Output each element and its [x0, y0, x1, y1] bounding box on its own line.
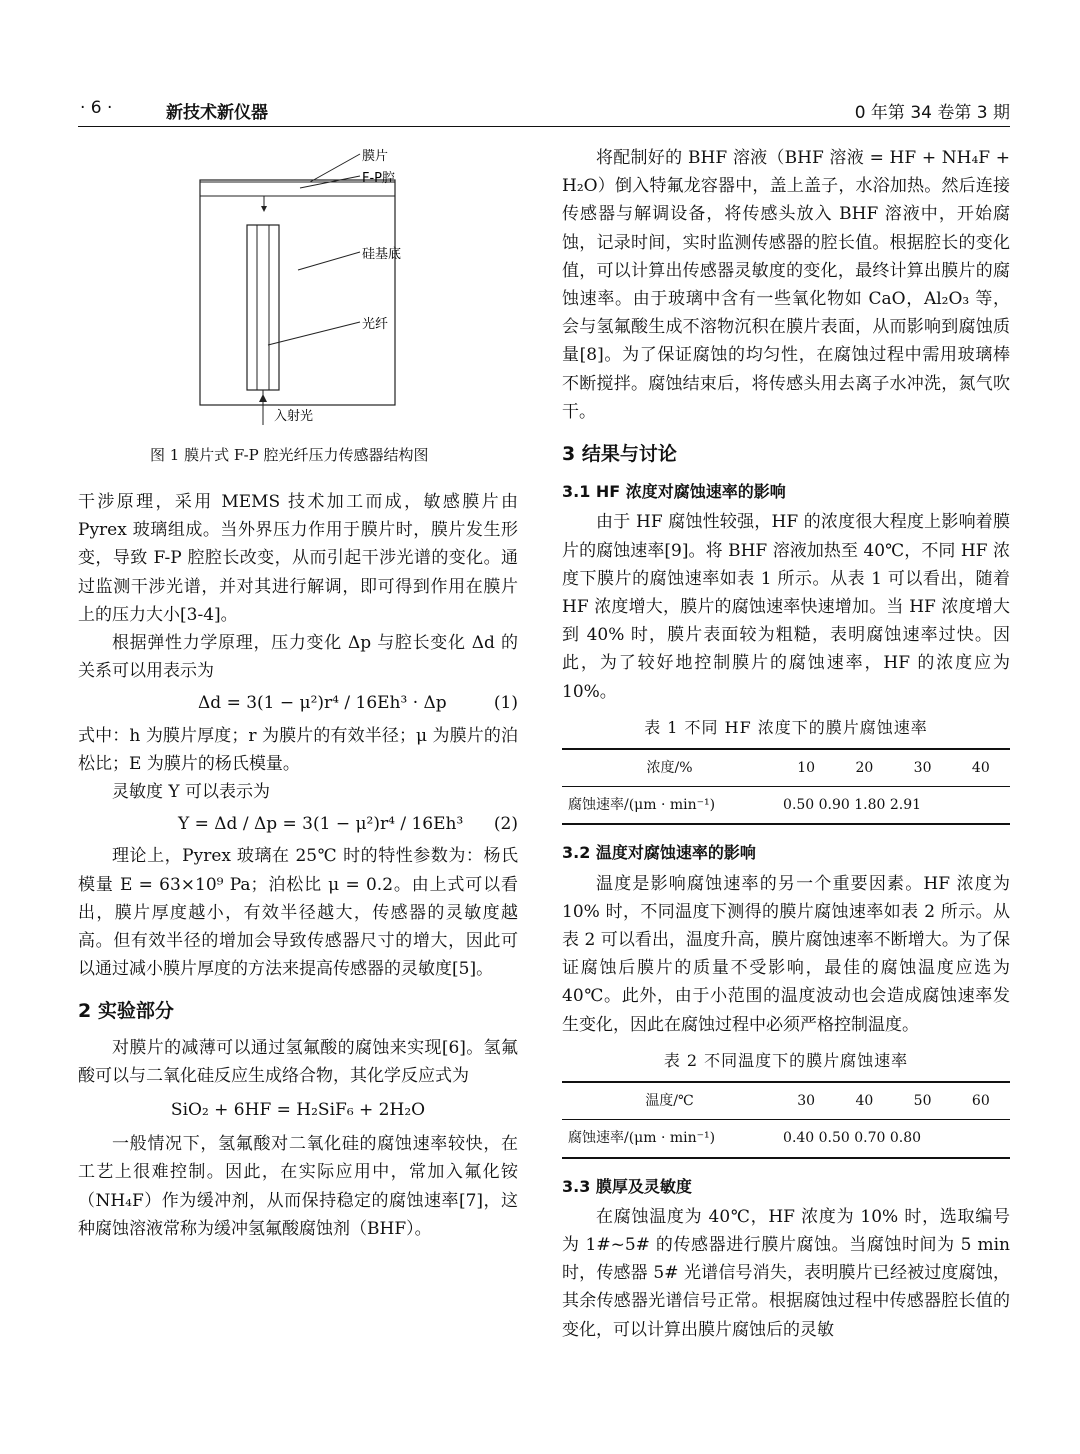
section-3-heading: 3 结果与讨论	[562, 443, 677, 466]
left-paragraph-6: 对膜片的减薄可以通过氢氟酸的腐蚀来实现[6]。氢氟酸可以与二氧化硅反应生成络合物，其化学反应式为	[78, 1037, 518, 1086]
table-cell: 50	[913, 1093, 932, 1110]
left-paragraph-5: 理论上，Pyrex 玻璃在 25℃ 时的特性参数为：杨氏模量 E = 63×10⁹ Pa；泊松比 μ = 0.2。由上式可以看出，膜片厚度越小，有效半径越大，传感器的灵敏度越高。但有效半径的增加会导致传感器尺寸的增大，因此可以通过减小膜片厚度的方法来提高传感器的灵敏度[5]。	[78, 846, 518, 980]
label-fiber: 光纤	[362, 317, 389, 332]
label-incident-light: 入射光	[274, 409, 314, 424]
table-2-caption: 表 2 不同温度下的膜片腐蚀速率	[663, 1050, 909, 1070]
table-1-caption: 表 1 不同 HF 浓度下的膜片腐蚀速率	[644, 717, 928, 737]
silicon-substrate-outline	[200, 180, 395, 405]
section-3-1-heading: 3.1 HF 浓度对腐蚀速率的影响	[562, 482, 786, 502]
table-row	[562, 1082, 1010, 1120]
table-cell: 腐蚀速率/(μm · min⁻¹)	[562, 787, 777, 825]
left-paragraph-3: 式中：h 为膜片厚度；r 为膜片的有效半径；μ 为膜片的泊松比；E 为膜片的杨氏模量。	[78, 725, 518, 774]
right-paragraph-4: 在腐蚀温度为 40℃，HF 浓度为 10% 时，选取编号为 1#~5# 的传感器进行膜片腐蚀。当腐蚀时间为 5 min 时，传感器 5# 光谱信号消失，表明膜片已经被过度腐蚀，其余传感器光谱信号正常。根据腐蚀过程中传感器腔长值的变化，可以计算出膜片腐蚀后的灵敏	[562, 1206, 1010, 1340]
figure-1-diagram	[190, 140, 450, 430]
issue-info: 0 年第 34 卷第 3 期	[854, 103, 1010, 123]
table-cell: 0.40 0.50 0.70 0.80	[777, 1120, 1010, 1158]
fiber-outline	[247, 225, 279, 390]
header-rule	[78, 126, 1010, 127]
equation-2	[78, 810, 518, 838]
left-paragraph-7: 一般情况下，氢氟酸对二氧化硅的腐蚀速率较快，在工艺上很难控制。因此，在实际应用中，常加入氟化铵（NH₄F）作为缓冲剂，从而保持稳定的腐蚀速率[7]，这种腐蚀溶液常称为缓冲氢氟酸腐蚀剂（BHF）。	[78, 1134, 518, 1239]
table-cell: 30	[797, 1093, 816, 1110]
left-paragraph-1: 干涉原理，采用 MEMS 技术加工而成，敏感膜片由 Pyrex 玻璃组成。当外界压力作用于膜片时，膜片发生形变，导致 F-P 腔腔长改变，从而引起干涉光谱的变化。通过监测干涉光谱，并对其进行解调，即可得到作用在膜片上的压力大小[3-4]。	[78, 492, 518, 625]
right-column	[562, 144, 1010, 1344]
table-cell: 10	[797, 760, 816, 777]
table-cell: 浓度/%	[646, 760, 693, 777]
section-2-heading: 2 实验部分	[78, 1000, 174, 1023]
table-cell: 20	[855, 760, 874, 777]
table-1	[562, 748, 1010, 825]
right-paragraph-3: 温度是影响腐蚀速率的另一个重要因素。HF 浓度为 10% 时，不同温度下测得的膜片腐蚀速率如表 2 所示。从表 2 可以看出，温度升高，膜片腐蚀速率不断增大。为了保证腐蚀后膜片的质量不受影响，最佳的腐蚀温度应选为 40℃。此外，由于小范围的温度波动也会造成腐蚀速率发生变化，因此在腐蚀过程中必须严格控制温度。	[562, 873, 1010, 1035]
label-silicon-substrate: 硅基底	[362, 247, 402, 262]
table-row	[562, 749, 1010, 787]
right-paragraph-2: 由于 HF 腐蚀性较强，HF 的浓度很大程度上影响着膜片的腐蚀速率[9]。将 BHF 溶液加热至 40℃，不同 HF 浓度下膜片的腐蚀速率如表 1 所示。从表 1 可以看出，随着 HF 浓度增大，膜片的腐蚀速率快速增加。当 HF 浓度增大到 40% 时，膜片表面较为粗糙，表明腐蚀速率过快。因此，为了较好地控制膜片的腐蚀速率，HF 的浓度应为 10%。	[562, 512, 1010, 702]
section-3-2-heading: 3.2 温度对腐蚀速率的影响	[562, 843, 756, 863]
table-cell: 40	[971, 760, 990, 777]
page-number: · 6 ·	[80, 98, 113, 118]
left-paragraph-4: 灵敏度 Y 可以表示为	[112, 782, 271, 803]
left-paragraph-2: 根据弹性力学原理，压力变化 Δp 与腔长变化 Δd 的关系可以用表示为	[78, 633, 518, 682]
label-diaphragm: 膜片	[362, 149, 389, 164]
equation-1-body: Δd = 3(1 − μ²)r⁴ / 16Eh³ · Δp	[198, 693, 447, 714]
left-column	[78, 488, 518, 1243]
equation-2-number: (2)	[493, 814, 518, 835]
right-paragraph-1: 将配制好的 BHF 溶液（BHF 溶液 = HF + NH₄F + H₂O）倒入特氟龙容器中，盖上盖子，水浴加热。然后连接传感器与解调设备，将传感头放入 BHF 溶液中，开始腐蚀，记录时间，实时监测传感器的腔长值。根据腔长的变化值，可以计算出传感器灵敏度的变化，最终计算出膜片的腐蚀速率。由于玻璃中含有一些氧化物如 CaO，Al₂O₃ 等，会与氢氟酸生成不溶物沉积在膜片表面，从而影响到腐蚀质量[8]。为了保证腐蚀的均匀性，在腐蚀过程中需用玻璃棒不断搅拌。腐蚀结束后，将传感头用去离子水冲洗，氮气吹干。	[562, 148, 1010, 422]
equation-2-body: Y = Δd / Δp = 3(1 − μ²)r⁴ / 16Eh³	[178, 814, 464, 835]
table-cell: 温度/℃	[645, 1093, 694, 1110]
equation-1-number: (1)	[493, 693, 518, 714]
table-row	[562, 1120, 1010, 1158]
label-fp-cavity: F-P腔	[362, 171, 396, 186]
figure-1-caption: 图 1 膜片式 F-P 腔光纤压力传感器结构图	[150, 446, 429, 464]
equation-3: SiO₂ + 6HF = H₂SiF₆ + 2H₂O	[170, 1100, 426, 1121]
table-cell: 60	[971, 1093, 990, 1110]
journal-section: 新技术新仪器	[166, 103, 268, 123]
equation-1	[78, 689, 518, 717]
section-3-3-heading: 3.3 膜厚及灵敏度	[562, 1176, 692, 1196]
table-2	[562, 1081, 1010, 1158]
table-cell: 30	[913, 760, 932, 777]
table-cell: 40	[855, 1093, 874, 1110]
table-cell: 腐蚀速率/(μm · min⁻¹)	[562, 1120, 777, 1158]
table-cell: 0.50 0.90 1.80 2.91	[777, 787, 1010, 825]
table-row	[562, 787, 1010, 825]
